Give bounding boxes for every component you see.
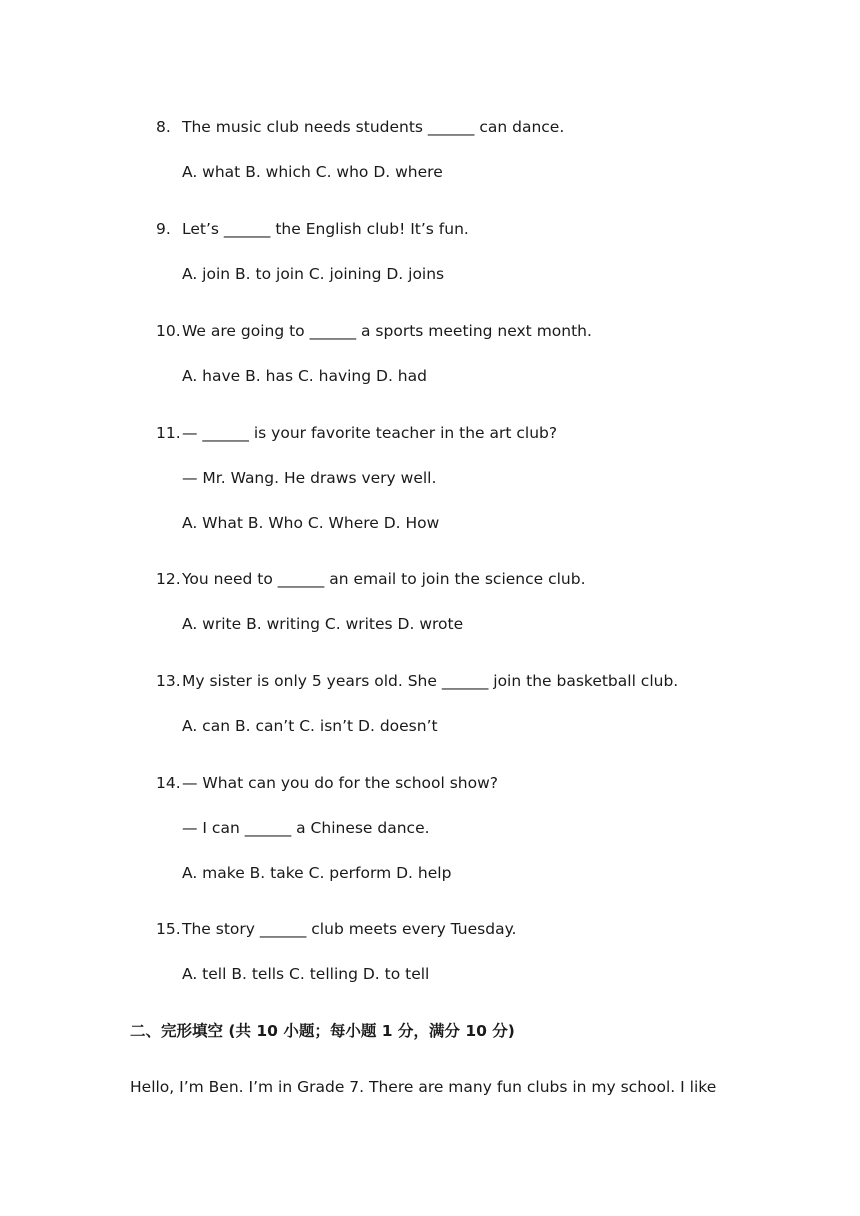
- question-number: 11.: [156, 424, 181, 442]
- question-14-options: A. make B. take C. perform D. help: [182, 864, 452, 882]
- question-text: The story ______ club meets every Tuesday.: [182, 920, 517, 938]
- question-number: 8.: [156, 118, 171, 136]
- question-number: 10.: [156, 322, 181, 340]
- question-11-options: A. What B. Who C. Where D. How: [182, 514, 440, 532]
- question-text: You need to ______ an email to join the science club.: [182, 570, 586, 588]
- question-9-stem: [156, 219, 469, 239]
- question-11-response: — Mr. Wang. He draws very well.: [182, 469, 437, 487]
- question-10-stem: [156, 321, 592, 341]
- question-13-options: A. can B. can’t C. isn’t D. doesn’t: [182, 717, 438, 735]
- section-heading: 二、完形填空 (共 10 小题；每小题 1 分，满分 10 分): [130, 1022, 515, 1040]
- question-number: 15.: [156, 920, 181, 938]
- question-number: 13.: [156, 672, 181, 690]
- question-number: 14.: [156, 774, 181, 792]
- question-text: — What can you do for the school show?: [182, 774, 499, 792]
- question-number: 9.: [156, 220, 171, 238]
- question-text: Let’s ______ the English club! It’s fun.: [182, 220, 469, 238]
- question-11-stem: [156, 423, 557, 443]
- question-text: The music club needs students ______ can dance.: [182, 118, 565, 136]
- passage-text: Hello, I’m Ben. I’m in Grade 7. There are many fun clubs in my school. I like: [130, 1078, 717, 1096]
- question-text: — ______ is your favorite teacher in the art club?: [182, 424, 558, 442]
- question-10-options: A. have B. has C. having D. had: [182, 367, 427, 385]
- question-9-options: A. join B. to join C. joining D. joins: [182, 265, 445, 283]
- question-15-stem: [156, 919, 516, 939]
- question-12-options: A. write B. writing C. writes D. wrote: [182, 615, 464, 633]
- question-8-options: A. what B. which C. who D. where: [182, 163, 443, 181]
- question-13-stem: [156, 671, 678, 691]
- question-number: 12.: [156, 570, 181, 588]
- question-text: We are going to ______ a sports meeting next month.: [182, 322, 592, 340]
- question-8-stem: [156, 117, 564, 137]
- question-15-options: A. tell B. tells C. telling D. to tell: [182, 965, 430, 983]
- question-text: My sister is only 5 years old. She ______ join the basketball club.: [182, 672, 679, 690]
- question-14-stem: [156, 773, 498, 793]
- question-12-stem: [156, 569, 586, 589]
- question-14-response: — I can ______ a Chinese dance.: [182, 819, 430, 837]
